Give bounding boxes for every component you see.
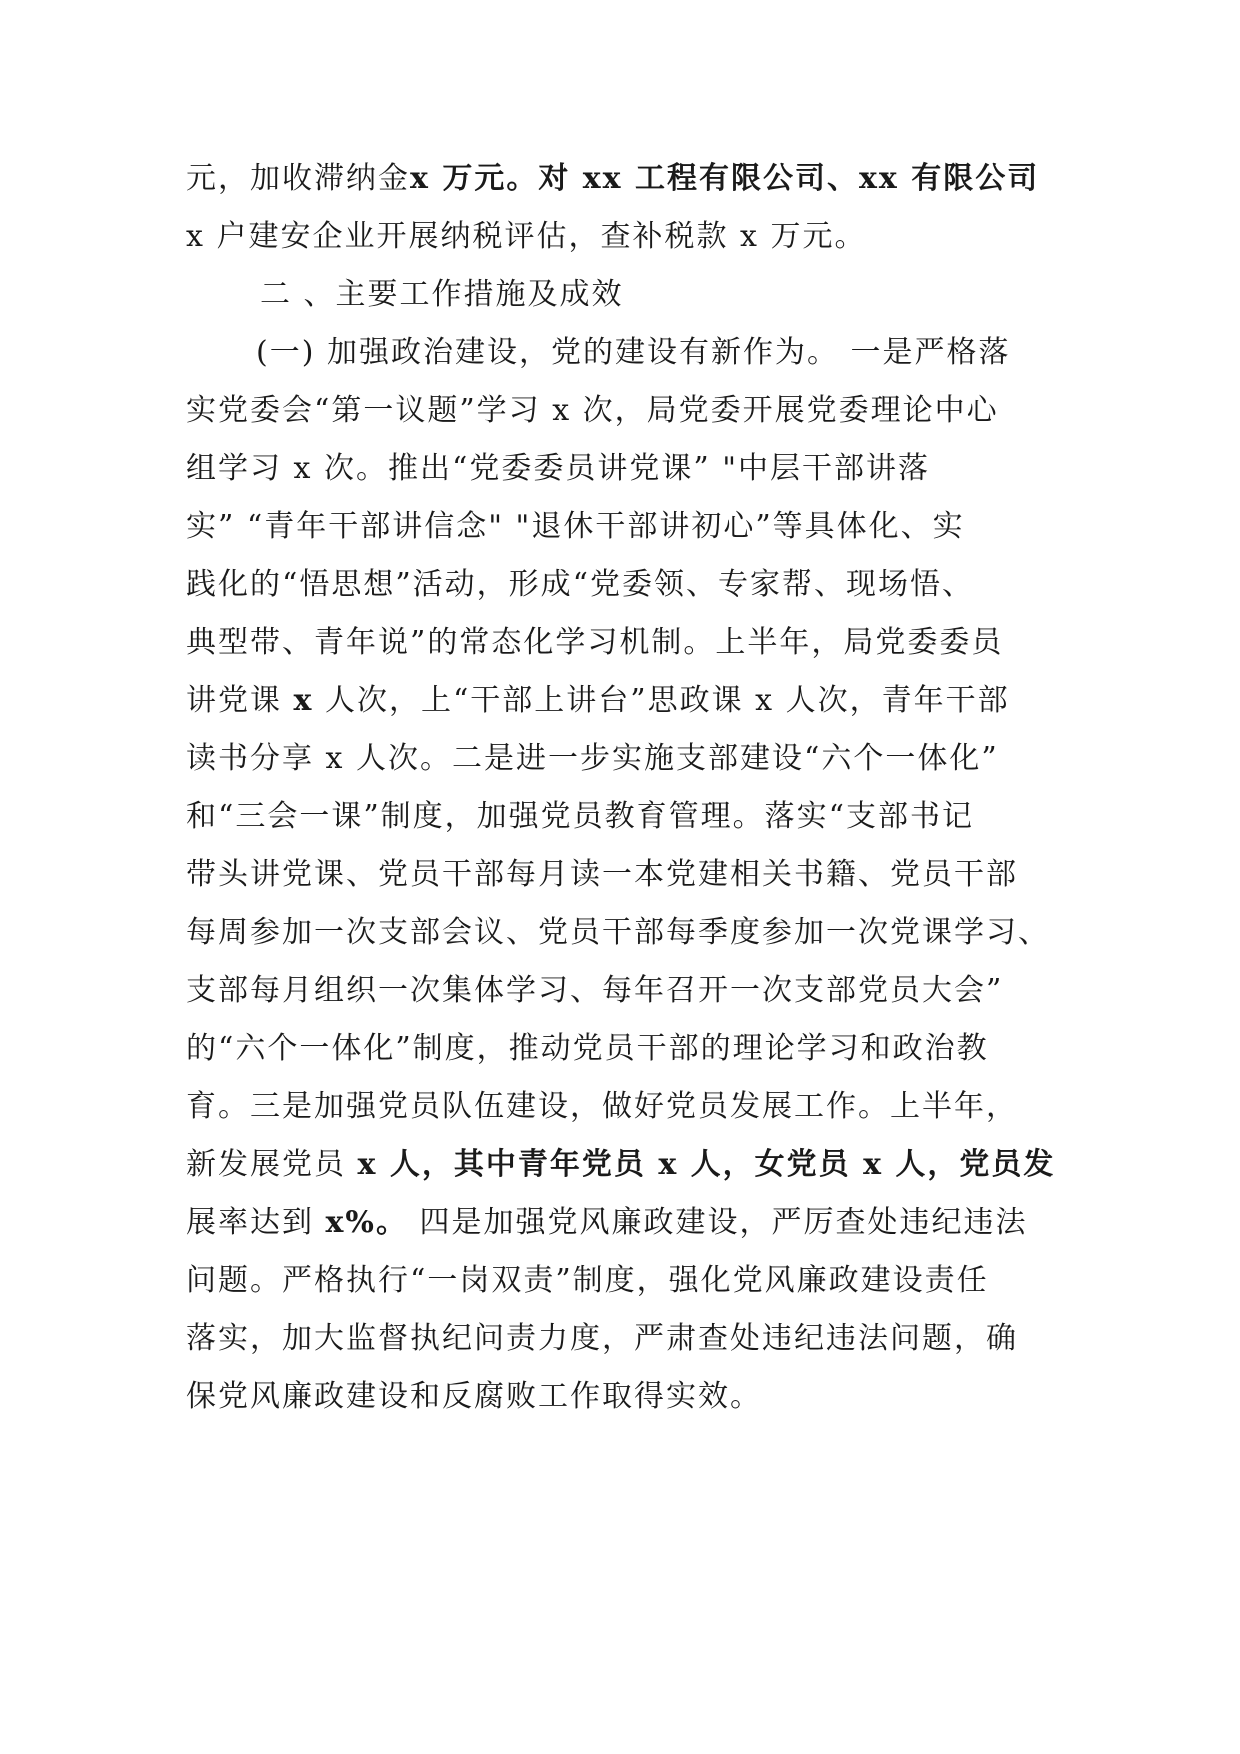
text-line — [186, 1136, 1056, 1194]
text-line — [186, 1020, 1056, 1078]
text-segment: 四是加强党风廉政建设，严厉查处违纪违法 — [407, 1205, 1028, 1240]
text-line — [186, 150, 1056, 208]
text-segment: 实党委会“第一议题”学习 x 次，局党委开展党委理论中心 — [186, 393, 999, 428]
section-heading — [186, 266, 1056, 324]
text-line — [186, 614, 1056, 672]
text-segment: 践化的“悟思想”活动，形成“党委领、专家帮、现场悟、 — [186, 567, 975, 602]
text-line — [186, 382, 1056, 440]
text-line — [186, 498, 1056, 556]
document-body — [186, 150, 1056, 1426]
text-segment: 保党风廉政建设和反腐败工作取得实效。 — [186, 1379, 762, 1414]
text-line — [186, 1078, 1056, 1136]
text-segment: 的“六个一体化”制度，推动党员干部的理论学习和政治教 — [186, 1031, 989, 1066]
text-segment: 组学习 x 次。推出“党委委员讲党课” "中层干部讲落 — [186, 451, 930, 486]
bold-text-segment: x 万元。对 xx 工程有限公司、xx 有限公司 — [410, 161, 1040, 196]
text-line — [186, 556, 1056, 614]
text-line — [186, 788, 1056, 846]
bold-text-segment: x 人，其中青年党员 x 人，女党员 x 人，党员发 — [357, 1147, 1056, 1182]
text-segment: 实” “青年干部讲信念" "退休干部讲初心”等具体化、实 — [186, 509, 965, 544]
text-line — [186, 1194, 1056, 1252]
text-segment: 典型带、青年说”的常态化学习机制。上半年，局党委委员 — [186, 625, 1004, 660]
text-line — [186, 440, 1056, 498]
text-segment: 每周参加一次支部会议、党员干部每季度参加一次党课学习、 — [186, 915, 1050, 950]
text-segment: 落实，加大监督执纪问责力度，严肃查处违纪违法问题，确 — [186, 1321, 1018, 1356]
text-segment: 元，加收滞纳金 — [186, 161, 410, 196]
text-segment: 育。三是加强党员队伍建设，做好党员发展工作。上半年， — [186, 1089, 1018, 1124]
text-segment: 人次，上“干部上讲台”思政课 x 人次，青年干部 — [313, 683, 1010, 718]
text-line — [186, 208, 1056, 266]
text-line — [186, 1368, 1056, 1426]
text-segment: (一) 加强政治建设，党的建设有新作为。 一是严格落 — [256, 335, 1011, 370]
text-line — [186, 672, 1056, 730]
text-segment: 带头讲党课、党员干部每月读一本党建相关书籍、党员干部 — [186, 857, 1018, 892]
text-line — [186, 962, 1056, 1020]
text-segment: 问题。严格执行“一岗双责”制度，强化党风廉政建设责任 — [186, 1263, 989, 1298]
text-line — [186, 904, 1056, 962]
text-segment: 和“三会一课”制度，加强党员教育管理。落实“支部书记 — [186, 799, 975, 834]
text-segment: 展率达到 — [186, 1205, 326, 1240]
text-segment: x 户建安企业开展纳税评估，查补税款 x 万元。 — [186, 219, 867, 254]
text-segment: 新发展党员 — [186, 1147, 358, 1182]
text-segment: 二 、主要工作措施及成效 — [260, 277, 624, 312]
text-segment: 讲党课 — [186, 683, 294, 718]
bold-text-segment: x%。 — [325, 1205, 408, 1240]
text-line — [186, 1252, 1056, 1310]
text-line — [186, 1310, 1056, 1368]
bold-text-segment: x — [293, 683, 314, 718]
text-segment: 读书分享 x 人次。二是进一步实施支部建设“六个一体化” — [186, 741, 999, 776]
text-line — [186, 846, 1056, 904]
text-segment: 支部每月组织一次集体学习、每年召开一次支部党员大会” — [186, 973, 1004, 1008]
text-line — [186, 730, 1056, 788]
text-line — [186, 324, 1056, 382]
